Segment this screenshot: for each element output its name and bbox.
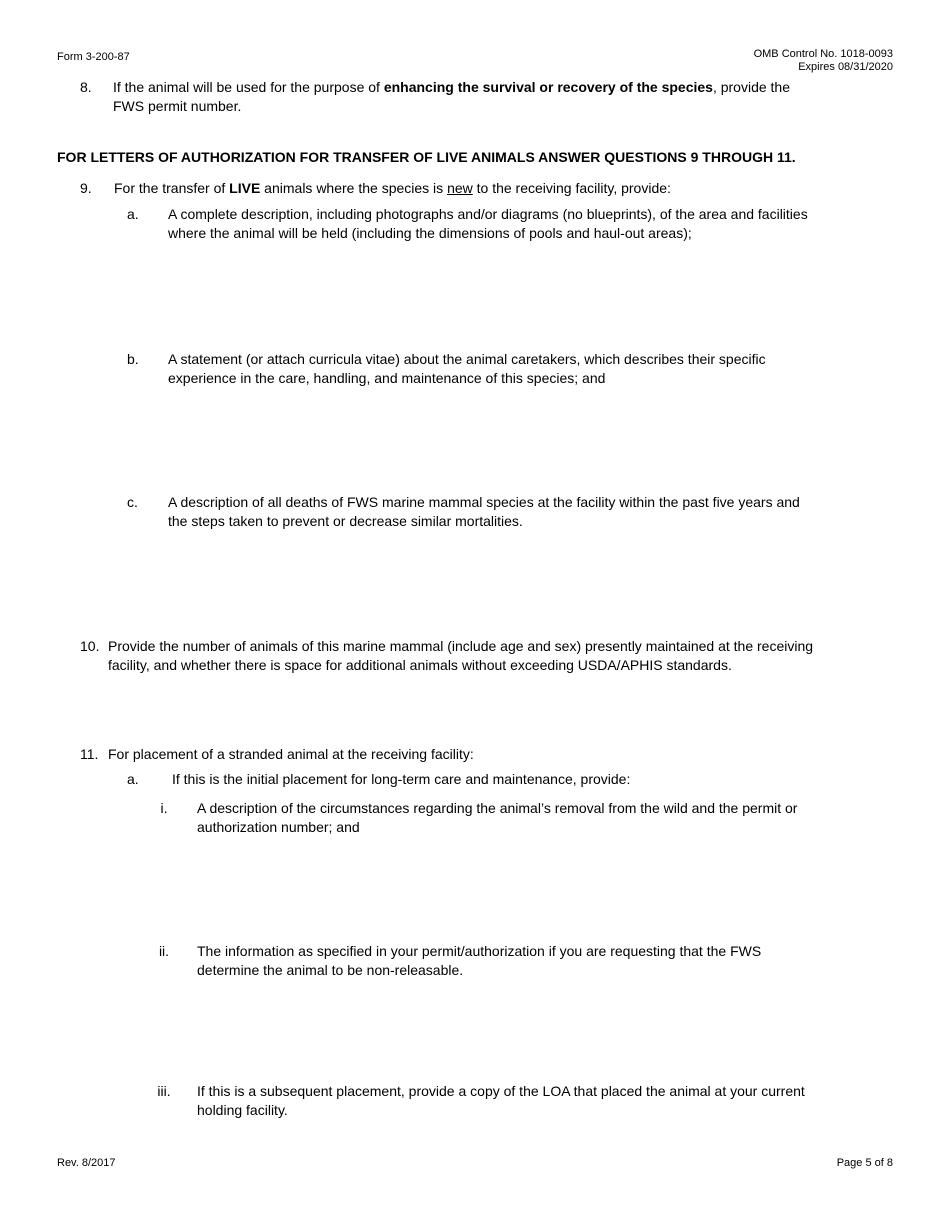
omb-expiration-date: Expires 08/31/2020 [798,61,893,73]
question-11a-i-text: A description of the circumstances regarding the animal’s removal from the wild and the permit or authorization number; and [197,800,798,835]
question-9-line-1: For the transfer of LIVE animals where the species is new to the receiving facility, provide: [114,180,671,196]
omb-block [754,48,893,74]
form-number: Form 3-200-87 [57,51,130,63]
question-11a-text: If this is the initial placement for long-term care and maintenance, provide: [172,771,631,787]
question-8-text [113,78,790,116]
question-11a-iii-text: If this is a subsequent placement, provide a copy of the LOA that placed the animal at your current holding facility. [197,1083,805,1118]
question-11a-i-numeral: i. [160,800,168,816]
revision-date: Rev. 8/2017 [57,1157,116,1169]
question-11a-letter: a. [127,771,139,787]
question-11a-iii-numeral: iii. [157,1083,171,1099]
question-9a-text: A complete description, including photographs and/or diagrams (no blueprints), of the area and facilities where the animal will be held (including the dimensions of pools and haul-out areas); [168,206,808,241]
question-9-text [114,179,671,198]
question-8-number: 8. [80,79,92,95]
section-heading: FOR LETTERS OF AUTHORIZATION FOR TRANSFER OF LIVE ANIMALS ANSWER QUESTIONS 9 THROUGH 11. [57,149,796,165]
question-9b-letter: b. [127,351,139,367]
question-9b-text: A statement (or attach curricula vitae) about the animal caretakers, which describes their specific experience in the care, handling, and maintenance of this species; and [168,351,766,386]
question-11a-ii-text: The information as specified in your permit/authorization if you are requesting that the FWS determine the animal to be non-releasable. [197,943,762,978]
question-8-line-2: FWS permit number. [113,98,242,114]
page-number: Page 5 of 8 [836,1157,893,1169]
question-9c-letter: c. [127,494,138,510]
question-11a-ii-numeral: ii. [158,943,170,959]
question-10-text: Provide the number of animals of this marine mammal (include age and sex) presently maintained at the receiving facility, and whether there is space for additional animals without exceeding USDA/APHIS standards. [108,638,814,673]
question-10-number: 10. [80,638,100,654]
question-9c-text: A description of all deaths of FWS marine mammal species at the facility within the past five years and the steps taken to prevent or decrease similar mortalities. [168,494,800,529]
question-11-number: 11. [80,746,99,762]
question-11-text: For placement of a stranded animal at the receiving facility: [108,746,474,762]
omb-control-number: OMB Control No. 1018-0093 [753,48,893,60]
question-9a-letter: a. [127,206,139,222]
question-9-number: 9. [80,180,92,196]
question-8-line-1: If the animal will be used for the purpose of enhancing the survival or recovery of the species, provide the [113,79,791,95]
